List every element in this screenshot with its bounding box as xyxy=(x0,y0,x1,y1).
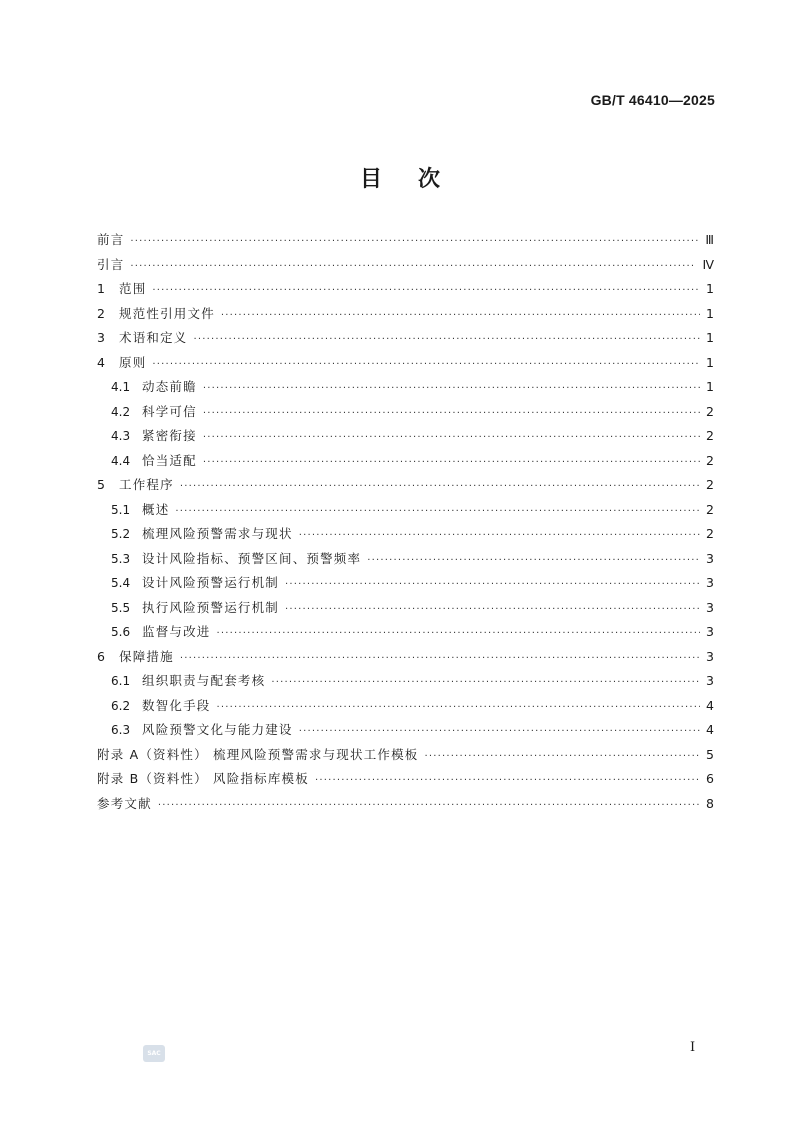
toc-entry[interactable] xyxy=(97,694,714,719)
dot-leader xyxy=(152,353,700,378)
sac-logo-icon xyxy=(143,1045,165,1062)
title-part-1: 目 xyxy=(359,167,382,192)
toc-entry[interactable] xyxy=(97,449,714,474)
toc-entry-title: 规范性引用文件 xyxy=(119,305,215,321)
toc-entry-page: 3 xyxy=(706,648,714,664)
toc-entry-number: 6.1 xyxy=(111,674,131,688)
dot-leader xyxy=(425,745,701,770)
toc-entry-page: 3 xyxy=(706,624,714,639)
toc-entry[interactable] xyxy=(97,596,714,621)
toc-entry[interactable] xyxy=(97,645,714,670)
dot-leader xyxy=(221,304,700,329)
toc-entry-page: 1 xyxy=(706,330,714,345)
dot-leader xyxy=(315,769,700,794)
toc-entry-number: 6 xyxy=(97,648,105,664)
toc-entry-page: 2 xyxy=(706,428,714,443)
toc-entry[interactable] xyxy=(97,620,714,645)
toc-entry[interactable] xyxy=(97,302,714,327)
toc-entry-title: 附录 A（资料性） 梳理风险预警需求与现状工作模板 xyxy=(97,746,419,762)
toc-entry-number: 5.4 xyxy=(111,576,131,590)
toc-entry[interactable] xyxy=(97,522,714,547)
toc-entry-page: 1 xyxy=(706,281,714,296)
toc-entry[interactable] xyxy=(97,424,714,449)
toc-entry[interactable] xyxy=(97,743,714,768)
toc-entry[interactable] xyxy=(97,253,714,278)
dot-leader xyxy=(152,279,700,304)
dot-leader xyxy=(203,426,700,451)
toc-entry[interactable] xyxy=(97,718,714,743)
toc-entry[interactable] xyxy=(97,767,714,792)
toc-entry-number: 2 xyxy=(97,305,105,321)
dot-leader xyxy=(158,794,700,819)
toc-entry-title: 工作程序 xyxy=(119,477,174,492)
toc-entry-title: 紧密衔接 xyxy=(142,428,197,443)
toc-entry-title: 附录 B（资料性） 风险指标库模板 xyxy=(97,771,309,786)
toc-entry-page: 3 xyxy=(706,575,714,590)
toc-entry-number: 4.2 xyxy=(111,404,131,419)
toc-entry[interactable] xyxy=(97,547,714,572)
toc-entry-title: 引言 xyxy=(97,256,125,272)
dot-leader xyxy=(285,573,700,598)
toc-entry-title: 前言 xyxy=(97,232,125,247)
toc-entry-page: 4 xyxy=(706,697,714,713)
toc-entry-page: 5 xyxy=(706,746,714,762)
toc-entry-number: 5.2 xyxy=(111,527,131,541)
toc-entry-page: 1 xyxy=(706,305,714,321)
toc-entry[interactable] xyxy=(97,571,714,596)
dot-leader xyxy=(217,696,700,721)
toc-entry[interactable] xyxy=(97,277,714,302)
dot-leader xyxy=(180,647,700,672)
toc-entry-number: 6.2 xyxy=(111,698,131,713)
toc-entry-page: 8 xyxy=(706,795,714,811)
toc-entry[interactable] xyxy=(97,498,714,523)
dot-leader xyxy=(203,402,700,427)
toc-entry-number: 3 xyxy=(97,330,105,345)
toc-entry-title: 参考文献 xyxy=(97,795,152,811)
toc-entry-title: 保障措施 xyxy=(119,648,174,664)
dot-leader xyxy=(299,720,700,745)
toc-entry-page: 2 xyxy=(706,501,714,517)
dot-leader xyxy=(130,255,696,280)
dot-leader xyxy=(217,622,700,647)
toc-entry-number: 5.1 xyxy=(111,502,131,517)
toc-entry-page: 2 xyxy=(706,477,714,492)
toc-entry-page: 3 xyxy=(706,599,714,615)
toc-entry-title: 科学可信 xyxy=(142,403,197,419)
table-of-contents xyxy=(97,228,714,816)
toc-entry-title: 概述 xyxy=(142,501,170,517)
dot-leader xyxy=(203,451,700,476)
toc-entry-number: 5.6 xyxy=(111,625,131,639)
logo-text: SAC xyxy=(147,1050,161,1057)
toc-entry-title: 术语和定义 xyxy=(119,330,188,345)
toc-entry-title: 梳理风险预警需求与现状 xyxy=(142,526,293,541)
toc-entry[interactable] xyxy=(97,792,714,817)
toc-entry-title: 恰当适配 xyxy=(142,452,197,468)
toc-entry-number: 6.3 xyxy=(111,723,131,737)
page-number: I xyxy=(690,1040,696,1055)
toc-entry[interactable] xyxy=(97,473,714,498)
toc-entry-number: 5.3 xyxy=(111,551,131,566)
toc-entry-title: 设计风险指标、预警区间、预警频率 xyxy=(142,550,362,566)
page-title xyxy=(0,162,800,193)
toc-entry[interactable] xyxy=(97,400,714,425)
dot-leader xyxy=(180,475,700,500)
toc-entry-page: 3 xyxy=(706,550,714,566)
toc-entry[interactable] xyxy=(97,669,714,694)
toc-entry-title: 范围 xyxy=(119,281,147,296)
toc-entry-number: 4.3 xyxy=(111,429,131,443)
toc-entry-page: Ⅲ xyxy=(705,232,714,247)
toc-entry-page: 2 xyxy=(706,403,714,419)
toc-entry-number: 5 xyxy=(97,477,105,492)
toc-entry-title: 组织职责与配套考核 xyxy=(142,673,266,688)
toc-entry[interactable] xyxy=(97,326,714,351)
toc-entry-title: 数智化手段 xyxy=(142,697,211,713)
toc-entry-title: 监督与改进 xyxy=(142,624,211,639)
toc-entry-number: 4.4 xyxy=(111,453,131,468)
dot-leader xyxy=(194,328,700,353)
toc-entry-page: 2 xyxy=(706,526,714,541)
dot-leader xyxy=(130,230,699,255)
toc-entry-number: 4 xyxy=(97,354,105,370)
toc-entry-page: 2 xyxy=(706,452,714,468)
dot-leader xyxy=(203,377,700,402)
dot-leader xyxy=(299,524,700,549)
dot-leader xyxy=(175,500,700,525)
toc-entry-title: 设计风险预警运行机制 xyxy=(142,575,280,590)
standard-code: GB/T 46410—2025 xyxy=(590,92,715,108)
toc-entry[interactable] xyxy=(97,375,714,400)
toc-entry-number: 5.5 xyxy=(111,600,131,615)
toc-entry-page: Ⅳ xyxy=(702,256,714,272)
toc-entry-page: 1 xyxy=(706,354,714,370)
toc-entry-title: 执行风险预警运行机制 xyxy=(142,599,280,615)
toc-entry-page: 4 xyxy=(706,722,714,737)
dot-leader xyxy=(285,598,700,623)
toc-entry[interactable] xyxy=(97,351,714,376)
dot-leader xyxy=(367,549,700,574)
toc-entry-page: 1 xyxy=(706,379,714,394)
toc-entry[interactable] xyxy=(97,228,714,253)
toc-entry-title: 动态前瞻 xyxy=(142,379,197,394)
dot-leader xyxy=(271,671,700,696)
toc-entry-number: 4.1 xyxy=(111,380,131,394)
toc-entry-page: 6 xyxy=(706,771,714,786)
toc-entry-title: 风险预警文化与能力建设 xyxy=(142,722,293,737)
title-part-2: 次 xyxy=(418,167,441,192)
toc-entry-number: 1 xyxy=(97,281,105,296)
toc-entry-title: 原则 xyxy=(119,354,147,370)
toc-entry-page: 3 xyxy=(706,673,714,688)
